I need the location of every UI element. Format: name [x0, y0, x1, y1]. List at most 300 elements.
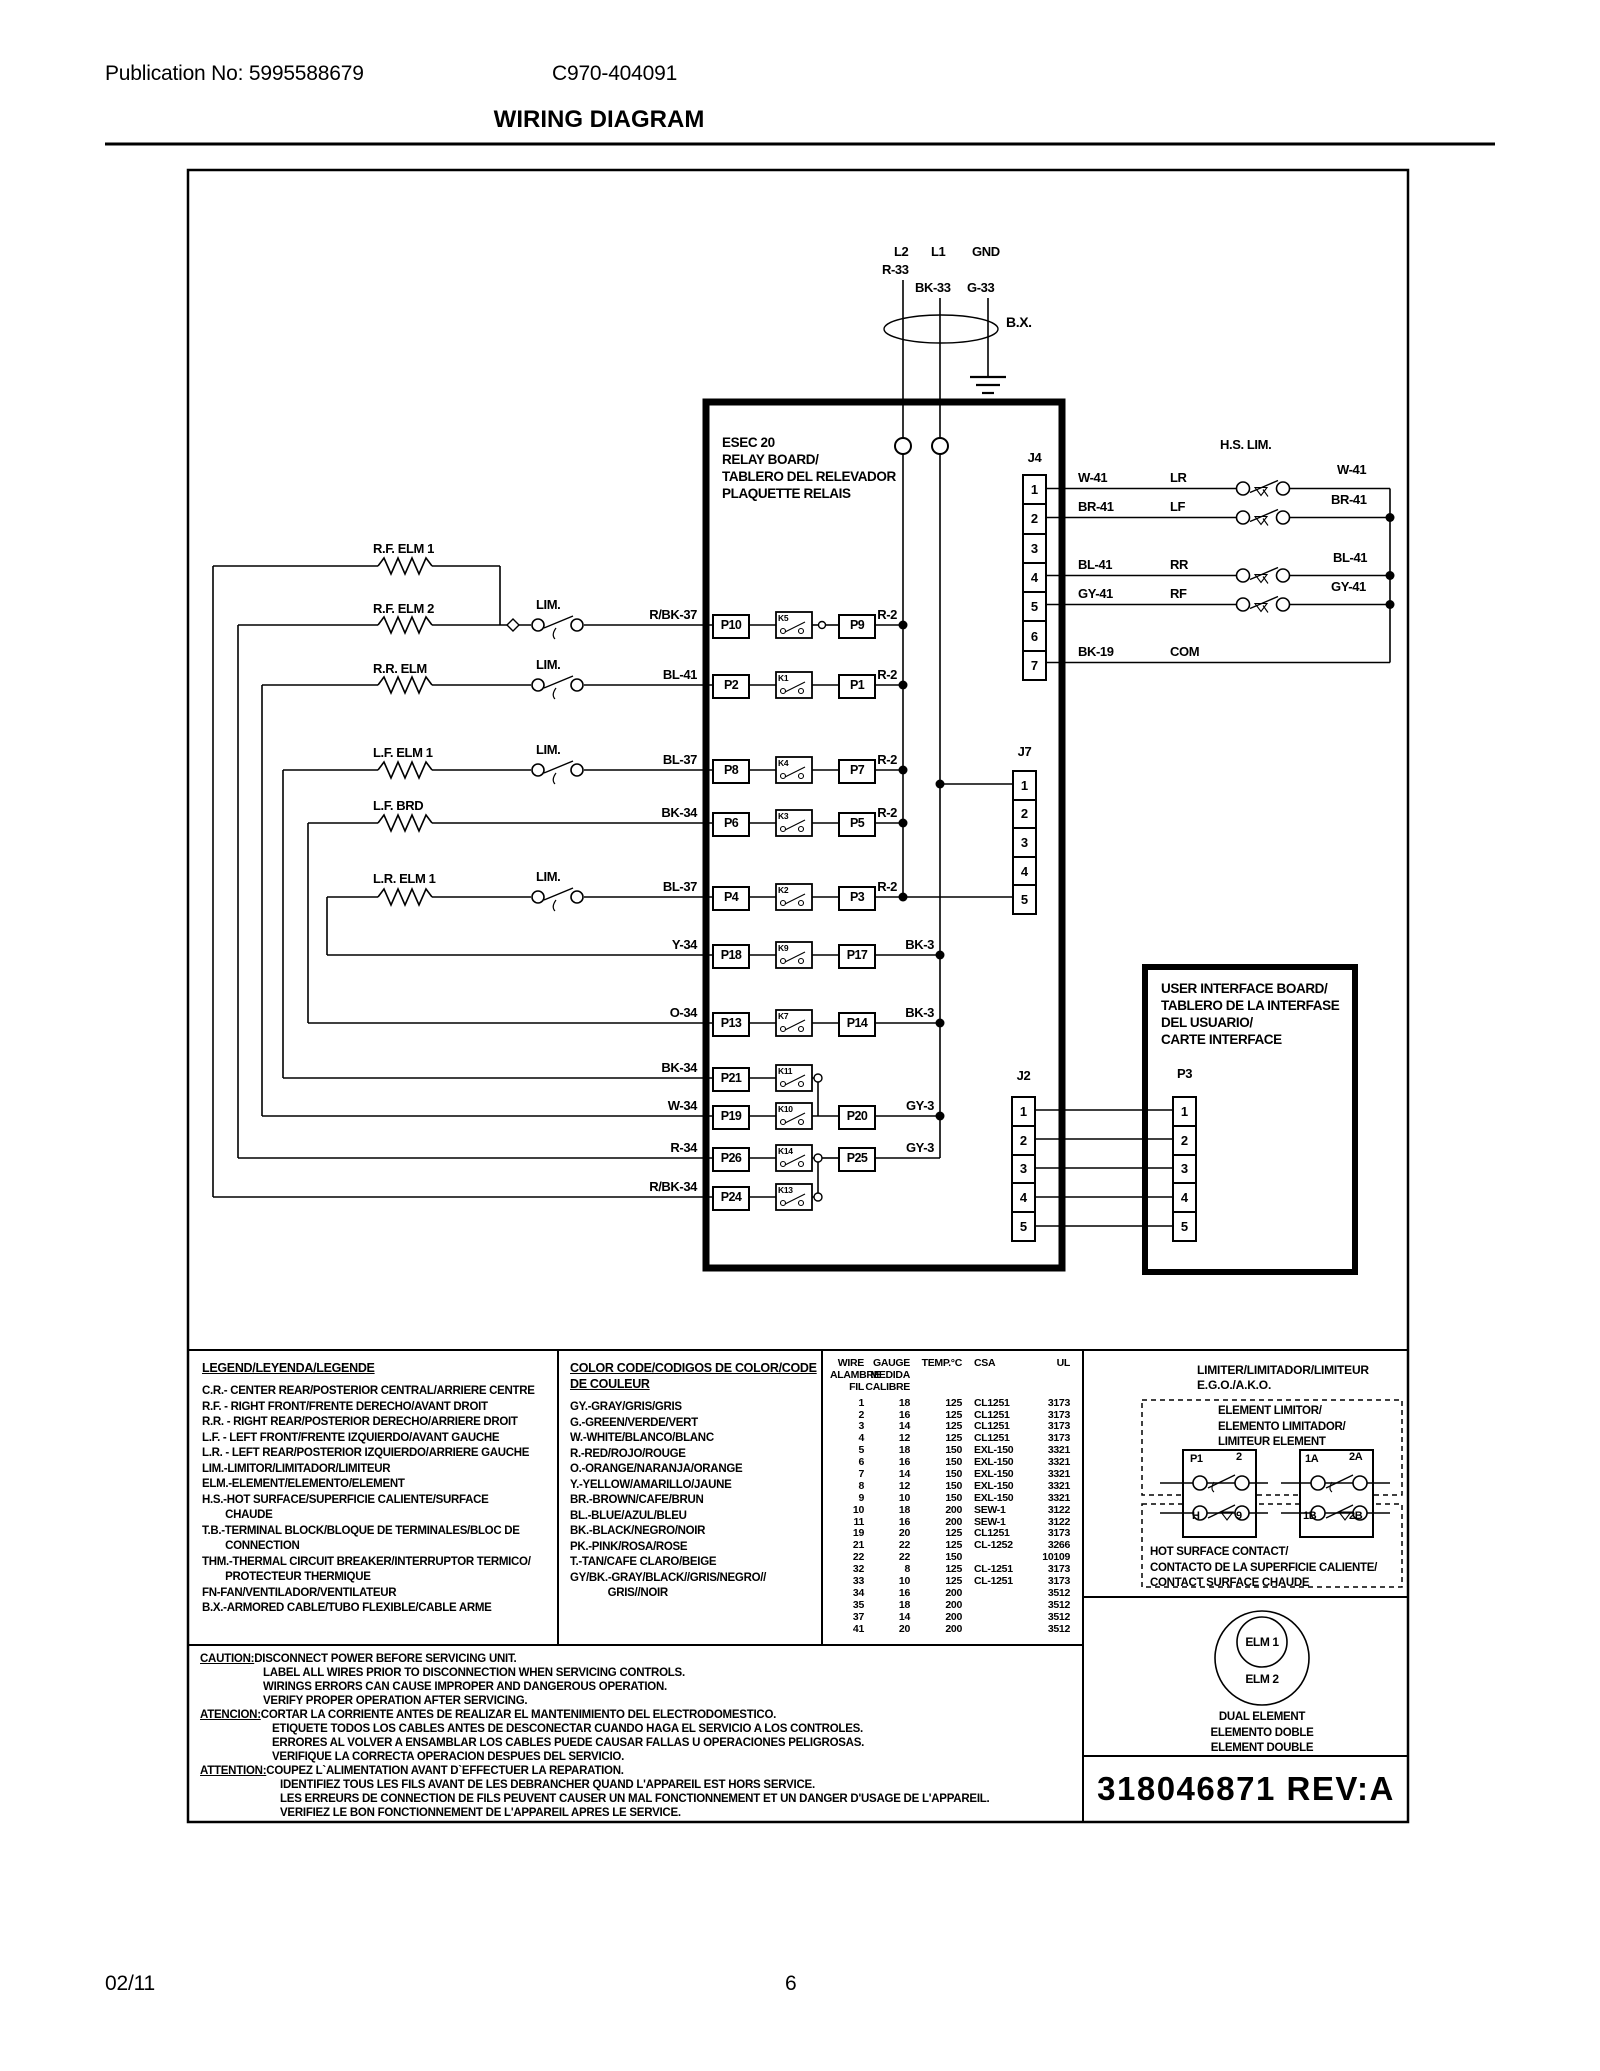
- table-cell: EXL-150: [974, 1479, 1014, 1492]
- list-item: T.B.-TERMINAL BLOCK/BLOQUE DE TERMINALES/BLOC DE: [202, 1524, 520, 1537]
- wire-table-header: [830, 1358, 1082, 1394]
- color-code-title-2: DE COULEUR: [570, 1377, 650, 1391]
- table-cell: 18: [898, 1503, 910, 1516]
- wire-bl41-far: BL-41: [1333, 550, 1368, 565]
- dual-element-outer-circle: [1215, 1611, 1309, 1705]
- table-cell: 33: [852, 1575, 864, 1588]
- table-cell: 8: [858, 1479, 864, 1492]
- wire-r2-3: R-2: [877, 752, 897, 767]
- switch-rr-label: RR: [1170, 557, 1188, 572]
- wire-br41-near: BR-41: [1078, 499, 1114, 514]
- attention-text: COUPEZ L`ALIMENTATION AVANT D`EFFECTUER LA REPARATION.: [266, 1765, 624, 1777]
- list-item: ELEMENTO DOBLE: [1210, 1726, 1314, 1739]
- list-item: VERIFIEZ LE BON FONCTIONNEMENT DE L'APPAREIL APRES LE SERVICE.: [280, 1807, 681, 1819]
- table-cell: 3321: [1047, 1444, 1070, 1457]
- resistor-rf-elm2: [378, 617, 432, 633]
- lim-label-3: LIM.: [536, 742, 561, 757]
- relay-k9: K9: [778, 943, 789, 953]
- wire-r2-5: R-2: [877, 879, 897, 894]
- table-cell: [962, 1370, 1030, 1382]
- table-cell: [962, 1588, 1030, 1600]
- list-item: ETIQUETE TODOS LOS CABLES ANTES DE DESCONECTAR CUANDO HAGA EL SERVICIO A LOS CONTROLES.: [272, 1723, 863, 1735]
- table-cell: 9: [858, 1491, 864, 1504]
- list-item: ERRORES AL VOLVER A ENSAMBLAR LOS CABLES PUEDE CAUSAR FALLAS U OPERACIONES PELIGROSAS.: [272, 1737, 865, 1749]
- table-cell: 22: [898, 1539, 910, 1552]
- table-cell: CL1251: [974, 1420, 1010, 1433]
- table-cell: 150: [945, 1468, 962, 1481]
- limiter-terminal-2a: 2A: [1349, 1451, 1363, 1463]
- terminal-p25: P25: [838, 1147, 876, 1172]
- element-lr-elm1-label: L.R. ELM 1: [373, 871, 436, 886]
- wire-y34: Y-34: [671, 937, 697, 952]
- table-cell: 125: [945, 1420, 962, 1433]
- list-item: B.X.-ARMORED CABLE/TUBO FLEXIBLE/CABLE ARME: [202, 1602, 492, 1614]
- wire-bl41-near: BL-41: [1078, 557, 1113, 572]
- table-cell: 200: [945, 1598, 962, 1611]
- table-cell: 16: [898, 1515, 910, 1528]
- connector-j4-pins: [1022, 474, 1047, 681]
- table-row: [830, 1382, 1082, 1394]
- list-item: ESEC 20: [722, 435, 775, 450]
- label-gnd: GND: [972, 244, 1000, 259]
- hs-lim-title: H.S. LIM.: [1220, 437, 1272, 452]
- caution-block: [200, 1652, 989, 1820]
- table-cell: CL1251: [974, 1396, 1010, 1409]
- list-item: FN-FAN/VENTILADOR/VENTILATEUR: [202, 1586, 397, 1599]
- table-cell: 12: [898, 1432, 910, 1445]
- element-limitor-text: [1218, 1404, 1345, 1451]
- table-row: [830, 1370, 1082, 1382]
- list-item: 1: [1172, 1096, 1197, 1127]
- atencion-label: ATENCION:: [200, 1709, 261, 1721]
- table-cell: 22: [852, 1551, 864, 1564]
- caution-text: DISCONNECT POWER BEFORE SERVICING UNIT.: [254, 1653, 517, 1665]
- list-item: 2: [1172, 1125, 1197, 1156]
- wire-br41-far: BR-41: [1331, 492, 1367, 507]
- junction-diamond: [507, 619, 519, 631]
- table-cell: 125: [945, 1575, 962, 1588]
- table-cell: CL-1252: [974, 1539, 1013, 1552]
- wire-bk19: BK-19: [1078, 644, 1114, 659]
- table-cell: 3: [858, 1420, 864, 1433]
- list-item: GY/BK.-GRAY/BLACK//GRIS/NEGRO//: [570, 1571, 767, 1584]
- table-cell: 2: [858, 1408, 864, 1421]
- table-cell: 3321: [1047, 1491, 1070, 1504]
- list-item: BK.-BLACK/NEGRO/NOIR: [570, 1525, 706, 1537]
- connector-p3-label: P3: [1176, 1066, 1193, 1081]
- limiter-terminal-h: H: [1192, 1510, 1200, 1522]
- switch-lf-label: LF: [1170, 499, 1186, 514]
- wire-bl37-a: BL-37: [662, 752, 697, 767]
- terminal-p17: P17: [838, 944, 876, 969]
- table-cell: 150: [945, 1444, 962, 1457]
- table-cell: 3512: [1047, 1598, 1070, 1611]
- footer-page-number: 6: [785, 1972, 797, 1995]
- table-cell: 3173: [1047, 1563, 1070, 1576]
- table-cell: 200: [945, 1503, 962, 1516]
- terminal-p21: P21: [712, 1067, 750, 1092]
- table-cell: 3173: [1047, 1420, 1070, 1433]
- list-item: 2: [1011, 1125, 1036, 1156]
- caution-line: [200, 1652, 989, 1666]
- attention-line: [200, 1764, 989, 1778]
- list-item: 2: [1012, 799, 1037, 830]
- elm1-label: ELM 1: [1245, 1635, 1279, 1649]
- relay-k3: K3: [778, 811, 789, 821]
- legend-section: [202, 1360, 552, 1617]
- switch-lr-label: LR: [1170, 470, 1187, 485]
- table-cell: CALIBRE: [865, 1380, 910, 1393]
- atencion-line: [200, 1708, 989, 1722]
- wire-bk3-1: BK-3: [905, 937, 934, 952]
- list-item: USER INTERFACE BOARD/: [1161, 981, 1328, 996]
- list-item: 1: [1011, 1096, 1036, 1127]
- terminal-p3: P3: [838, 886, 876, 911]
- terminal-p26: P26: [712, 1147, 750, 1172]
- table-cell: 18: [898, 1444, 910, 1457]
- wire-w41-far: W-41: [1337, 462, 1367, 477]
- terminal-p20: P20: [838, 1105, 876, 1130]
- relay-k10: K10: [778, 1104, 793, 1114]
- label-l1: L1: [931, 244, 946, 259]
- terminal-p6: P6: [712, 812, 750, 837]
- table-cell: 10: [852, 1503, 864, 1516]
- element-lf-brd-label: L.F. BRD: [373, 798, 424, 813]
- list-item: 2: [1022, 503, 1047, 534]
- label-g33: G-33: [967, 280, 995, 295]
- limiter-title-1: LIMITER/LIMITADOR/LIMITEUR: [1197, 1363, 1369, 1377]
- table-cell: 150: [945, 1491, 962, 1504]
- table-cell: EXL-150: [974, 1456, 1014, 1469]
- element-lf-elm1-label: L.F. ELM 1: [373, 745, 433, 760]
- table-cell: 4: [858, 1432, 864, 1445]
- list-item: 4: [1022, 562, 1047, 593]
- terminal-p4: P4: [712, 886, 750, 911]
- wire-r2-4: R-2: [877, 805, 897, 820]
- table-cell: 3173: [1047, 1396, 1070, 1409]
- table-cell: CL1251: [974, 1527, 1010, 1540]
- table-cell: 150: [945, 1456, 962, 1469]
- list-item: 3: [1022, 533, 1047, 564]
- terminal-p18: P18: [712, 944, 750, 969]
- list-item: CHAUDE: [202, 1509, 273, 1521]
- table-cell: 3122: [1047, 1515, 1070, 1528]
- list-item: 3: [1012, 827, 1037, 858]
- element-rf-elm2-label: R.F. ELM 2: [373, 601, 435, 616]
- wire-bl41: BL-41: [662, 667, 697, 682]
- label-bx: B.X.: [1006, 314, 1032, 330]
- list-item: 4: [1011, 1182, 1036, 1213]
- table-cell: 3321: [1047, 1468, 1070, 1481]
- table-cell: 200: [945, 1622, 962, 1635]
- attention-label: ATTENTION:: [200, 1765, 267, 1777]
- list-item: TABLERO DE LA INTERFASE: [1161, 998, 1340, 1013]
- wire-bl37-b: BL-37: [662, 879, 697, 894]
- color-code-items: [570, 1400, 816, 1602]
- list-item: CONTACTO DE LA SUPERFICIE CALIENTE/: [1150, 1561, 1377, 1574]
- table-cell: 11: [853, 1515, 864, 1528]
- table-cell: ALAMBRE: [830, 1368, 881, 1381]
- list-item: ELM.-ELEMENT/ELEMENTO/ELEMENT: [202, 1478, 405, 1490]
- table-cell: 150: [945, 1551, 962, 1564]
- table-cell: UL: [1056, 1357, 1070, 1369]
- list-item: ELEMENTO LIMITADOR/: [1218, 1420, 1346, 1433]
- lim-label-1: LIM.: [536, 597, 561, 612]
- resistor-rf-elm1: [378, 558, 432, 574]
- resistor-lr-elm1: [378, 889, 432, 905]
- resistor-lf-brd: [378, 815, 432, 831]
- table-cell: 125: [945, 1408, 962, 1421]
- attention-rest: [200, 1778, 989, 1820]
- table-cell: 1: [858, 1396, 864, 1409]
- table-cell: 16: [898, 1586, 910, 1599]
- terminal-p9: P9: [838, 614, 876, 639]
- wire-rbk34: R/BK-34: [649, 1179, 697, 1194]
- connector-j4-label: J4: [1027, 450, 1042, 465]
- list-item: WIRINGS ERRORS CAN CAUSE IMPROPER AND DANGEROUS OPERATION.: [263, 1681, 667, 1693]
- table-row: [830, 1505, 1082, 1517]
- list-item: VERIFY PROPER OPERATION AFTER SERVICING.: [263, 1695, 528, 1707]
- list-item: H.S.-HOT SURFACE/SUPERFICIE CALIENTE/SURFACE: [202, 1493, 489, 1506]
- terminal-p10: P10: [712, 614, 750, 639]
- list-item: ELEMENT DOUBLE: [1210, 1742, 1314, 1754]
- list-item: THM.-THERMAL CIRCUIT BREAKER/INTERRUPTOR TERMICO/: [202, 1555, 531, 1568]
- table-cell: CL1251: [974, 1408, 1010, 1421]
- table-cell: 10: [898, 1491, 910, 1504]
- legend-items: [202, 1384, 552, 1617]
- color-code-section: [570, 1360, 816, 1602]
- table-cell: MEDIDA: [870, 1368, 910, 1381]
- table-cell: 125: [945, 1539, 962, 1552]
- list-item: BR.-BROWN/CAFE/BRUN: [570, 1494, 704, 1506]
- connector-j7-label: J7: [1017, 744, 1032, 759]
- table-row: [830, 1612, 1082, 1624]
- terminal-p7: P7: [838, 759, 876, 784]
- terminal-p19: P19: [712, 1105, 750, 1130]
- table-cell: 3173: [1047, 1408, 1070, 1421]
- table-cell: 3512: [1047, 1622, 1070, 1635]
- switch-rf-label: RF: [1170, 586, 1187, 601]
- relay-k13: K13: [778, 1185, 793, 1195]
- list-item: 5: [1012, 884, 1037, 915]
- list-item: 4: [1012, 856, 1037, 887]
- list-item: BL.-BLUE/AZUL/BLEU: [570, 1509, 687, 1522]
- terminal-p1: P1: [838, 674, 876, 699]
- list-item: LES ERREURS DE CONNECTION DE FILS PEUVENT CAUSER UN MAL FONCTIONNEMENT ET UN DANGER D'USAGE DE L'APPAREIL.: [280, 1793, 990, 1805]
- resistor-lf-elm1: [378, 762, 432, 778]
- wire-gy3-2: GY-3: [905, 1140, 934, 1155]
- limiter-terminal-9: 9: [1236, 1510, 1242, 1522]
- caution-label: CAUTION:: [200, 1653, 255, 1665]
- terminal-p5: P5: [838, 812, 876, 837]
- element-rr-elm-label: R.R. ELM: [373, 661, 427, 676]
- doc-code: C970-404091: [552, 62, 678, 85]
- table-cell: GAUGE: [872, 1357, 910, 1369]
- list-item: DEL USUARIO/: [1161, 1015, 1253, 1030]
- table-row: [830, 1398, 1082, 1410]
- relay-k2: K2: [778, 885, 789, 895]
- list-item: R.R. - RIGHT REAR/POSTERIOR DERECHO/ARRIERE DROIT: [202, 1416, 518, 1428]
- table-cell: 6: [858, 1456, 864, 1469]
- limiter-title-2: E.G.O./A.K.O.: [1197, 1378, 1272, 1392]
- relay-board-title: [722, 434, 896, 502]
- table-cell: 14: [898, 1610, 910, 1623]
- list-item: LIMITEUR ELEMENT: [1218, 1436, 1326, 1448]
- color-code-title-1: COLOR CODE/CODIGOS DE COLOR/CODE: [570, 1361, 817, 1375]
- list-item: TABLERO DEL RELEVADOR: [722, 469, 896, 484]
- list-item: CONTACT SURFACE CHAUDE: [1150, 1577, 1310, 1589]
- table-cell: [962, 1624, 1030, 1636]
- wire-bk3-2: BK-3: [905, 1005, 934, 1020]
- relay-k7: K7: [778, 1011, 789, 1021]
- wire-gauge-table: [830, 1358, 1082, 1635]
- table-cell: 3173: [1047, 1575, 1070, 1588]
- table-cell: [1030, 1382, 1070, 1394]
- list-item: PROTECTEUR THERMIQUE: [202, 1571, 371, 1583]
- table-cell: 125: [945, 1396, 962, 1409]
- label-r33: R-33: [882, 262, 909, 277]
- connector-j2-pins: [1011, 1096, 1036, 1242]
- dual-element-text: [1182, 1710, 1342, 1757]
- list-item: 5: [1022, 591, 1047, 622]
- table-cell: EXL-150: [974, 1491, 1014, 1504]
- table-cell: 20: [898, 1622, 910, 1635]
- atencion-rest: [200, 1722, 989, 1764]
- list-item: RELAY BOARD/: [722, 452, 819, 467]
- list-item: W.-WHITE/BLANCO/BLANC: [570, 1432, 714, 1444]
- hot-surface-text: [1150, 1545, 1377, 1592]
- table-cell: SEW-1: [974, 1515, 1006, 1528]
- list-item: 1: [1012, 770, 1037, 801]
- part-number: 318046871 REV:A: [1097, 1770, 1395, 1807]
- lim-label-4: LIM.: [536, 869, 561, 884]
- relay-k1: K1: [778, 673, 789, 683]
- terminal-p8: P8: [712, 759, 750, 784]
- wire-r2-2: R-2: [877, 667, 897, 682]
- list-item: HOT SURFACE CONTACT/: [1150, 1546, 1289, 1558]
- caution-rest: [200, 1666, 989, 1708]
- limiter-terminal-1a: 1A: [1305, 1453, 1319, 1465]
- relay-k11: K11: [778, 1066, 793, 1076]
- list-item: 7: [1022, 650, 1047, 681]
- wire-r2-1: R-2: [877, 607, 897, 622]
- table-cell: 14: [898, 1468, 910, 1481]
- table-cell: 125: [945, 1527, 962, 1540]
- wire-r34: R-34: [670, 1140, 697, 1155]
- wire-gy41-far: GY-41: [1331, 579, 1366, 594]
- list-item: DUAL ELEMENT: [1218, 1711, 1306, 1723]
- table-cell: 19: [852, 1527, 864, 1540]
- table-cell: 5: [858, 1444, 864, 1457]
- lim-label-2: LIM.: [536, 657, 561, 672]
- table-cell: 200: [945, 1610, 962, 1623]
- list-item: C.R.- CENTER REAR/POSTERIOR CENTRAL/ARRIERE CENTRE: [202, 1385, 535, 1397]
- table-cell: 32: [852, 1563, 864, 1576]
- table-cell: 20: [898, 1527, 910, 1540]
- table-cell: 16: [898, 1456, 910, 1469]
- table-cell: 21: [852, 1539, 864, 1552]
- list-item: O.-ORANGE/NARANJA/ORANGE: [570, 1463, 743, 1475]
- list-item: CARTE INTERFACE: [1161, 1032, 1282, 1047]
- list-item: L.F. - LEFT FRONT/FRENTE IZQUIERDO/AVANT GAUCHE: [202, 1431, 500, 1444]
- limiter-terminal-p1: P1: [1190, 1453, 1203, 1465]
- table-cell: CL-1251: [974, 1563, 1013, 1576]
- table-cell: 200: [945, 1586, 962, 1599]
- table-cell: 37: [852, 1610, 864, 1623]
- table-cell: EXL-150: [974, 1444, 1014, 1457]
- wire-o34: O-34: [669, 1005, 697, 1020]
- list-item: 5: [1172, 1211, 1197, 1242]
- table-cell: 35: [852, 1598, 864, 1611]
- table-cell: 10: [898, 1575, 910, 1588]
- terminal-p14: P14: [838, 1012, 876, 1037]
- list-item: 3: [1172, 1154, 1197, 1185]
- wire-table-body: [830, 1398, 1082, 1636]
- list-item: 4: [1172, 1182, 1197, 1213]
- wire-w34: W-34: [667, 1098, 697, 1113]
- relay-k14: K14: [778, 1146, 793, 1156]
- limiter-terminal-2b: 2B: [1349, 1510, 1363, 1522]
- publication-number: Publication No: 5995588679: [105, 62, 364, 85]
- list-item: PK.-PINK/ROSA/ROSE: [570, 1540, 688, 1553]
- relay-boxes: [776, 612, 812, 1210]
- table-cell: 18: [898, 1598, 910, 1611]
- list-item: L.R. - LEFT REAR/POSTERIOR IZQUIERDO/ARRIERE GAUCHE: [202, 1447, 530, 1459]
- wire-w41-near: W-41: [1078, 470, 1108, 485]
- table-cell: CSA: [974, 1357, 996, 1369]
- table-cell: 3512: [1047, 1610, 1070, 1623]
- list-item: LIM.-LIMITOR/LIMITADOR/LIMITEUR: [202, 1462, 391, 1475]
- list-item: Y.-YELLOW/AMARILLO/JAUNE: [570, 1478, 732, 1491]
- wire-gy41-near: GY-41: [1078, 586, 1113, 601]
- atencion-text: CORTAR LA CORRIENTE ANTES DE REALIZAR EL MANTENIMIENTO DEL ELECTRODOMESTICO.: [260, 1709, 777, 1721]
- table-cell: WIRE: [837, 1357, 864, 1369]
- table-cell: 16: [898, 1408, 910, 1421]
- list-item: PLAQUETTE RELAIS: [722, 486, 851, 501]
- connector-j7-pins: [1012, 770, 1037, 915]
- table-cell: 41: [852, 1622, 864, 1635]
- table-cell: 8: [904, 1563, 910, 1576]
- page-title: WIRING DIAGRAM: [493, 106, 705, 133]
- table-row: [830, 1481, 1082, 1493]
- table-cell: 3512: [1047, 1586, 1070, 1599]
- list-item: T.-TAN/CAFE CLARO/BEIGE: [570, 1556, 717, 1568]
- table-cell: SEW-1: [974, 1503, 1006, 1516]
- list-item: CONNECTION: [202, 1540, 300, 1552]
- hs-lim-switch-symbols: [1237, 481, 1290, 613]
- table-cell: [962, 1612, 1030, 1624]
- table-cell: 3173: [1047, 1432, 1070, 1445]
- list-item: ELEMENT LIMITOR/: [1218, 1405, 1322, 1417]
- limiter-terminal-2: 2: [1236, 1451, 1242, 1463]
- element-rf-elm1-label: R.F. ELM 1: [373, 541, 435, 556]
- table-cell: 10109: [1042, 1551, 1070, 1564]
- table-row: [830, 1600, 1082, 1612]
- table-row: [830, 1624, 1082, 1636]
- table-cell: 3173: [1047, 1527, 1070, 1540]
- relay-k4: K4: [778, 758, 789, 768]
- list-item: IDENTIFIEZ TOUS LES FILS AVANT DE LES DEBRANCHER QUAND L'APPAREIL EST HORS SERVICE.: [280, 1779, 815, 1791]
- table-cell: EXL-150: [974, 1468, 1014, 1481]
- terminal-p2: P2: [712, 674, 750, 699]
- table-cell: TEMP.°C: [921, 1357, 962, 1369]
- limiter-terminal-1b: 1B: [1303, 1510, 1317, 1522]
- table-cell: 14: [898, 1420, 910, 1433]
- resistor-rr-elm: [378, 677, 432, 693]
- table-row: [830, 1493, 1082, 1505]
- table-cell: CL-1251: [974, 1575, 1013, 1588]
- label-l2: L2: [894, 244, 909, 259]
